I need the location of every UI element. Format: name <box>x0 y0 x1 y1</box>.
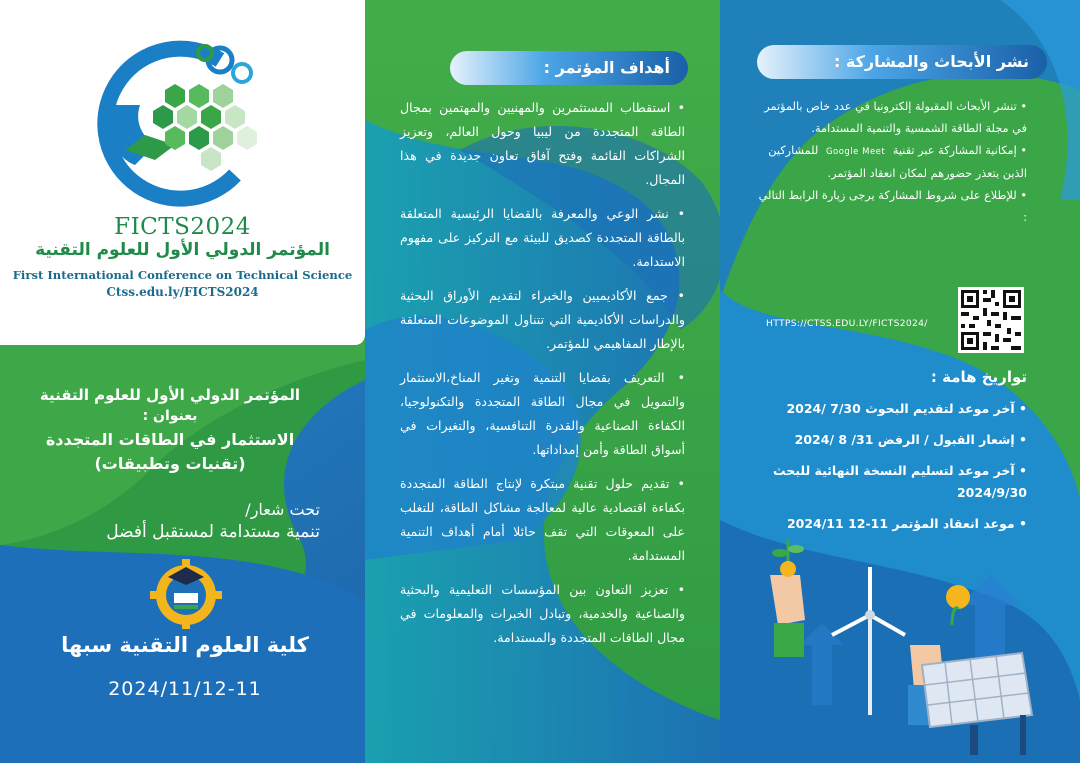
goals-list <box>400 96 685 660</box>
titled-label: بعنوان : <box>142 408 198 424</box>
participation-link[interactable]: HTTPS://CTSS.EDU.LY/FICTS2024/ <box>766 318 928 329</box>
date-item: • آخر موعد لتسليم النسخة النهائية للبحث 2024/9/30 <box>752 460 1027 504</box>
renewable-energy-hands-solar-wind-icon <box>760 535 1080 763</box>
gears-hexagon-handshake-icon <box>85 35 275 215</box>
conference-name-english: First International Conference on Technical Science <box>12 268 353 282</box>
slogan-label: تحت شعار/ <box>245 500 320 519</box>
date-item: • إشعار القبول / الرفض 31/ 8 /2024 <box>752 429 1027 451</box>
publication-title: نشر الأبحاث والمشاركة : <box>757 45 1047 79</box>
important-dates-title: تواريخ هامة : <box>930 368 1027 386</box>
publication-item: • تنشر الأبحاث المقبولة إلكترونيا في عدد خاص بالمؤتمر في مجلة الطاقة الشمسية والتنمية المستدامة. <box>752 96 1027 140</box>
goal-item: • نشر الوعي والمعرفة بالقضايا الرئيسية المتعلقة بالطاقة المتجددة كصديق للبيئة مع التركيز على مفهوم الاستدامة. <box>400 202 685 274</box>
goal-item: • التعريف بقضايا التنمية وتغير المناخ،الاستثمار والتمويل في مجال الطاقة المتجددة والتكنولوجيا، الكفاءة الصناعية والقدرة التنافسية، والتغيرات في أسواق الطاقة وأمن إمداداتها. <box>400 366 685 462</box>
conference-dates-range: 2024/11/12-11 <box>108 678 262 700</box>
important-dates-list <box>752 398 1027 544</box>
goal-item: • استقطاب المستثمرين والمهنيين والمهتمين بمجال الطاقة المتجددة من ليبيا وحول العالم، وتعزيز الشراكات القائمة وفتح آفاق تعاون جديدة في هذا المجال. <box>400 96 685 192</box>
intro-text: المؤتمر الدولي الأول للعلوم التقنية <box>39 386 301 404</box>
slogan-text: تنمية مستدامة لمستقبل أفضل <box>106 522 320 542</box>
publication-item <box>752 140 1027 185</box>
publication-item: • للإطلاع على شروط المشاركة يرجى زيارة الرابط التالي : <box>752 185 1027 229</box>
college-emblem-icon <box>148 555 224 629</box>
conference-url: Ctss.edu.ly/FICTS2024 <box>106 285 259 299</box>
date-item: • آخر موعد لتقديم البحوث 7/30 /2024 <box>752 398 1027 420</box>
goal-item: • تعزيز التعاون بين المؤسسات التعليمية والبحثية والصناعية والخدمية، وتبادل الخبرات والمعلومات في مجال الطاقات المتجددة والمستدامة. <box>400 578 685 650</box>
theme-line-2: (تقنيات وتطبيقات) <box>94 454 246 473</box>
publication-item-text: للمشاركين الذين يتعذر حضورهم لمكان انعقاد المؤتمر. <box>768 144 1027 180</box>
goal-item: • جمع الأكاديميين والخبراء لتقديم الأوراق البحثية والدراسات الأكاديمية التي تتناول الموضوعات المتعلقة بالإطار المفاهيمي للمؤتمر. <box>400 284 685 356</box>
theme-line-1: الاستثمار في الطاقات المتجددة <box>45 430 295 449</box>
date-item: • موعد انعقاد المؤتمر 11-12 2024/11 <box>752 513 1027 535</box>
publication-list <box>752 96 1027 229</box>
conference-code: FICTS2024 <box>114 214 251 240</box>
goal-item: • تقديم حلول تقنية مبتكرة لإنتاج الطاقة المتجددة بكفاءة اقتصادية عالية لمعالجة مشاكل الطاقة، للتغلب على المعوقات التي تقف حائلا أمام أهداف التنمية المستدامة. <box>400 472 685 568</box>
college-name: كلية العلوم التقنية سبها <box>61 633 309 657</box>
publication-item-text: إمكانية المشاركة عبر تقنية <box>892 144 1017 157</box>
conference-name-arabic: المؤتمر الدولي الأول للعلوم التقنية <box>35 240 330 260</box>
google-meet-label: Google Meet <box>825 147 886 157</box>
goals-title: أهداف المؤتمر : <box>450 51 688 85</box>
qr-code-icon[interactable] <box>958 287 1024 353</box>
conference-logo-area <box>0 0 365 345</box>
